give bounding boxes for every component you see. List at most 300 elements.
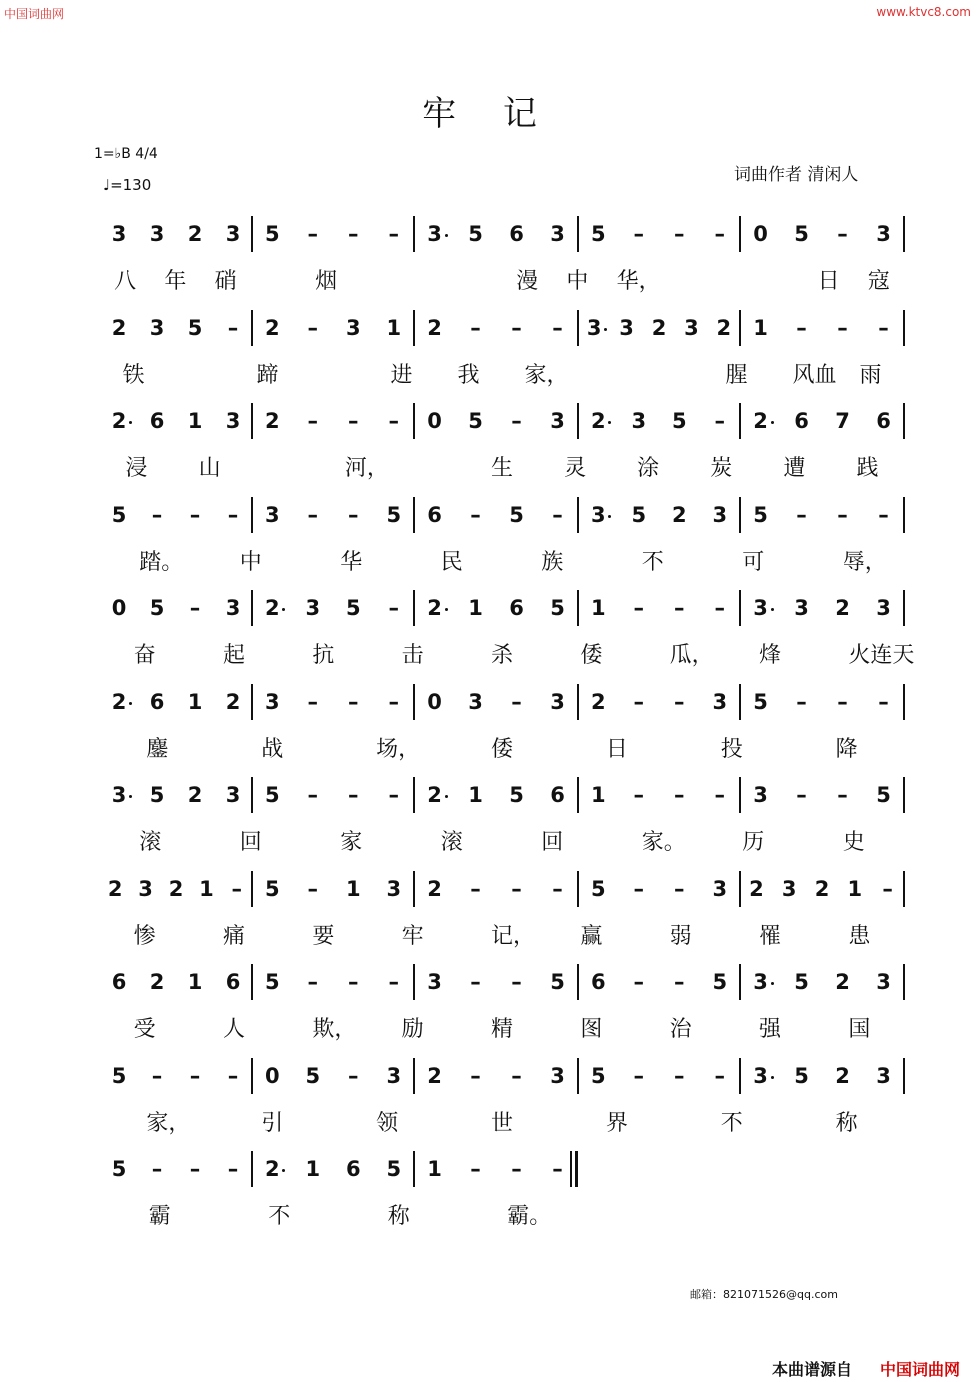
note: – — [470, 876, 481, 901]
note: – — [307, 222, 318, 246]
lyric: 铁 — [122, 362, 145, 388]
note: 3 — [550, 409, 565, 433]
note: 3 — [684, 315, 699, 340]
note: 6 — [149, 689, 165, 714]
lyric: 不 — [641, 549, 664, 575]
note: 0 — [753, 222, 768, 246]
augmentation-dot — [445, 234, 448, 237]
note: 3 — [138, 876, 153, 901]
lyric: 家， — [146, 1110, 191, 1136]
note: 6 — [111, 970, 127, 994]
barline — [577, 310, 579, 346]
lyric: 华 — [340, 549, 363, 575]
note: – — [307, 970, 318, 994]
note: 1 — [386, 315, 402, 340]
lyric: 投 — [720, 736, 743, 762]
note: – — [227, 315, 239, 340]
note: – — [189, 596, 201, 620]
note: 0 — [427, 689, 442, 714]
note: 3 — [149, 222, 165, 246]
note: – — [674, 783, 685, 807]
lyric: 称 — [835, 1110, 858, 1136]
lyric: 炭 — [710, 456, 733, 481]
note: 3 — [712, 689, 728, 714]
note: 5 — [468, 222, 483, 246]
note: 2 — [427, 876, 442, 901]
lyric: 战 — [261, 736, 284, 762]
lyric: 不 — [268, 1204, 291, 1229]
lyric: 记， — [491, 923, 536, 949]
barline — [251, 684, 253, 720]
note: – — [348, 222, 359, 246]
note: – — [633, 222, 644, 246]
note: – — [151, 502, 163, 527]
note: – — [882, 876, 893, 901]
note: 2 — [753, 409, 768, 433]
augmentation-dot — [129, 421, 132, 424]
note: – — [714, 222, 725, 246]
note: 3 — [876, 970, 891, 994]
lyric: 要 — [312, 923, 335, 949]
note: 2 — [427, 783, 442, 807]
note: – — [796, 783, 807, 807]
lyric: 不 — [720, 1110, 743, 1136]
barline — [903, 684, 905, 720]
note: 3 — [794, 596, 809, 620]
note: – — [714, 1063, 725, 1088]
note: 3 — [149, 315, 165, 340]
lyric: 罹 — [759, 923, 782, 949]
lyric: 瓜， — [669, 643, 714, 668]
barline — [739, 497, 741, 533]
barline — [413, 590, 415, 626]
lyric: 称 — [387, 1204, 410, 1229]
note: 6 — [876, 409, 891, 433]
note: 5 — [264, 783, 280, 807]
lyric: 场， — [376, 736, 421, 762]
note: – — [511, 876, 522, 901]
note: 5 — [712, 970, 728, 994]
note: 7 — [835, 409, 850, 433]
barline — [903, 777, 905, 813]
lyric: 霸。 — [507, 1204, 552, 1229]
note: – — [388, 970, 399, 994]
lyric: 硝 — [214, 269, 237, 294]
note: 3 — [876, 1063, 891, 1088]
note: – — [470, 502, 481, 527]
note: – — [470, 315, 481, 340]
watermark-left: 中国词曲网 — [4, 7, 65, 21]
note: 2 — [187, 783, 203, 807]
note: 2 — [111, 315, 127, 340]
note: – — [552, 1157, 563, 1181]
barline — [413, 964, 415, 1000]
note: 3 — [427, 222, 442, 246]
barline — [251, 1058, 253, 1094]
lyric: 惨 — [133, 923, 156, 949]
note: – — [511, 1063, 522, 1088]
lyric: 回 — [239, 830, 262, 855]
lyric: 辱， — [842, 549, 887, 575]
note: – — [348, 409, 359, 433]
note: 2 — [168, 876, 184, 901]
note: 1 — [468, 596, 483, 620]
lyric: 风血 — [792, 362, 837, 388]
note: 2 — [149, 970, 165, 994]
lyric: 滚 — [139, 830, 162, 855]
lyric: 浸 — [125, 456, 148, 481]
note: – — [837, 222, 848, 246]
note: 5 — [794, 970, 809, 994]
barline — [739, 1058, 741, 1094]
note: 3 — [712, 502, 728, 527]
note: – — [796, 315, 807, 340]
note: 2 — [835, 970, 850, 994]
lyric: 我 — [457, 362, 480, 388]
note: 1 — [468, 783, 483, 807]
note: – — [674, 876, 685, 901]
note: 5 — [264, 970, 280, 994]
augmentation-dot — [129, 702, 132, 705]
lyric: 山 — [198, 456, 221, 481]
note: – — [633, 970, 644, 994]
note: – — [189, 1063, 201, 1088]
note: 1 — [305, 1157, 321, 1181]
note: – — [878, 689, 889, 714]
augmentation-dot — [608, 421, 611, 424]
lyric: 杀 — [491, 643, 514, 668]
barline — [251, 590, 253, 626]
note: – — [511, 315, 522, 340]
barline — [413, 777, 415, 813]
note: 3 — [550, 222, 565, 246]
lyric: 引 — [261, 1110, 284, 1136]
note: 5 — [345, 596, 361, 620]
note: 5 — [876, 783, 891, 807]
lyric: 民 — [440, 549, 463, 575]
note: 5 — [386, 502, 402, 527]
lyric: 寇 — [867, 269, 890, 294]
lyric: 日 — [605, 736, 628, 762]
note: – — [470, 970, 481, 994]
lyric: 雨 — [859, 362, 882, 388]
note: 6 — [225, 970, 241, 994]
lyric: 家。 — [641, 830, 686, 855]
note: 5 — [509, 502, 524, 527]
note: 2 — [835, 1063, 850, 1088]
note: – — [674, 596, 685, 620]
note: 3 — [305, 596, 321, 620]
note: 2 — [716, 315, 732, 340]
lyric: 痛 — [223, 923, 246, 949]
lyric: 中 — [239, 549, 262, 575]
note: – — [633, 783, 644, 807]
note: – — [511, 409, 522, 433]
note: 6 — [427, 502, 442, 527]
note: 1 — [427, 1157, 442, 1181]
note: – — [227, 502, 239, 527]
augmentation-dot — [282, 1169, 285, 1172]
note: 2 — [814, 876, 830, 901]
note: 2 — [590, 689, 606, 714]
note: 5 — [794, 222, 809, 246]
note: 2 — [187, 222, 203, 246]
note: 3 — [386, 876, 402, 901]
barline — [739, 964, 741, 1000]
watermark-right: www.ktvc8.com — [876, 5, 971, 19]
note: 6 — [509, 596, 524, 620]
note: – — [470, 1157, 481, 1181]
note: – — [714, 596, 725, 620]
lyric: 励 — [401, 1017, 424, 1042]
augmentation-dot — [771, 1076, 774, 1079]
note: 3 — [876, 222, 891, 246]
note: 5 — [305, 1063, 321, 1088]
barline — [903, 871, 905, 907]
barline — [251, 1151, 253, 1187]
note: 0 — [427, 409, 442, 433]
lyric: 历 — [742, 830, 765, 855]
barline — [413, 684, 415, 720]
lyric: 烟 — [315, 269, 338, 294]
lyric: 强 — [759, 1017, 782, 1042]
note: – — [796, 502, 807, 527]
note: 5 — [671, 409, 687, 433]
note: 5 — [111, 1157, 127, 1181]
note: – — [348, 783, 359, 807]
note: – — [511, 970, 522, 994]
note: – — [388, 783, 399, 807]
note: 5 — [111, 1063, 127, 1088]
note: 3 — [427, 970, 442, 994]
lyric: 人 — [223, 1017, 246, 1042]
note: – — [878, 315, 889, 340]
note: 5 — [386, 1157, 402, 1181]
note: 3 — [345, 315, 361, 340]
augmentation-dot — [771, 421, 774, 424]
augmentation-dot — [771, 608, 774, 611]
note: 3 — [590, 502, 606, 527]
note: 3 — [753, 1063, 768, 1088]
lyric: 史 — [842, 830, 865, 855]
note: – — [189, 502, 201, 527]
lyric: 滚 — [440, 830, 463, 855]
note: – — [307, 689, 318, 714]
note: 1 — [847, 876, 863, 901]
lyric: 起 — [223, 643, 246, 668]
note: – — [189, 1157, 201, 1181]
note: 3 — [225, 783, 241, 807]
note: – — [388, 409, 399, 433]
barline — [577, 1058, 579, 1094]
note: 0 — [264, 1063, 280, 1088]
barline — [413, 1058, 415, 1094]
lyric: 界 — [605, 1110, 628, 1136]
barline — [903, 497, 905, 533]
note: 5 — [264, 222, 280, 246]
note: – — [633, 596, 644, 620]
note: 2 — [225, 689, 241, 714]
barline — [903, 590, 905, 626]
lyric: 家， — [524, 362, 569, 388]
note: – — [511, 689, 522, 714]
barline — [577, 403, 579, 439]
augmentation-dot — [282, 608, 285, 611]
lyric: 火连天 — [848, 643, 915, 668]
note: 1 — [753, 315, 768, 340]
note: 5 — [149, 596, 165, 620]
note: – — [837, 689, 848, 714]
final-barline-thick — [575, 1151, 578, 1187]
note: – — [837, 315, 848, 340]
note: 2 — [427, 596, 442, 620]
author-credit: 词曲作者 清闲人 — [734, 165, 859, 185]
note: 5 — [264, 876, 280, 901]
note: 3 — [225, 222, 241, 246]
lyric: 牢 — [401, 923, 424, 949]
note: – — [714, 409, 725, 433]
lyric: 家 — [340, 830, 363, 855]
lyric: 赢 — [580, 923, 603, 949]
note: 6 — [149, 409, 165, 433]
note: – — [674, 970, 685, 994]
note: 2 — [264, 315, 280, 340]
barline — [251, 777, 253, 813]
note: 5 — [187, 315, 203, 340]
note: 6 — [590, 970, 606, 994]
barline — [413, 497, 415, 533]
note: 1 — [199, 876, 214, 901]
lyric: 践 — [856, 456, 879, 481]
barline — [903, 216, 905, 252]
barline — [577, 684, 579, 720]
note: 3 — [386, 1063, 402, 1088]
note: 3 — [876, 596, 891, 620]
note: 2 — [264, 596, 280, 620]
barline — [739, 216, 741, 252]
note: – — [348, 502, 359, 527]
tempo-mark: ♩=130 — [103, 176, 152, 194]
note: – — [151, 1157, 163, 1181]
note: 1 — [345, 876, 361, 901]
note: 2 — [264, 1157, 280, 1181]
lyric: 领 — [376, 1110, 399, 1136]
note: 3 — [264, 689, 280, 714]
augmentation-dot — [445, 608, 448, 611]
augmentation-dot — [608, 515, 611, 518]
lyric: 霸 — [148, 1204, 171, 1229]
lyric: 日 — [817, 269, 840, 294]
note: 2 — [651, 315, 667, 340]
note: – — [348, 970, 359, 994]
note: 6 — [550, 783, 565, 807]
lyric: 进 — [390, 362, 413, 388]
note: – — [470, 1063, 481, 1088]
note: – — [796, 689, 807, 714]
lyric: 降 — [835, 736, 858, 762]
note: 3 — [225, 409, 241, 433]
note: – — [674, 1063, 685, 1088]
note: 2 — [111, 409, 127, 433]
barline — [739, 403, 741, 439]
note: 2 — [427, 315, 442, 340]
barline — [903, 310, 905, 346]
note: 5 — [590, 222, 606, 246]
email-contact: 邮箱：821071526@qq.com — [690, 1288, 838, 1301]
barline — [739, 871, 741, 907]
note: 5 — [753, 689, 768, 714]
note: – — [307, 783, 318, 807]
note: 3 — [264, 502, 280, 527]
note: 3 — [111, 783, 127, 807]
note: – — [633, 876, 644, 901]
note: 3 — [781, 876, 797, 901]
lyric: 族 — [541, 549, 564, 575]
lyric: 精 — [491, 1017, 514, 1042]
barline — [739, 310, 741, 346]
lyric: 回 — [541, 830, 564, 855]
barline — [903, 403, 905, 439]
note: 6 — [794, 409, 809, 433]
lyric: 受 — [133, 1017, 156, 1042]
note: – — [552, 502, 563, 527]
lyric: 年 — [164, 269, 187, 294]
note: 3 — [111, 222, 127, 246]
note: 5 — [550, 596, 565, 620]
barline — [413, 1151, 415, 1187]
footer-source-label: 本曲谱源自 — [772, 1360, 853, 1379]
note: 3 — [468, 689, 483, 714]
note: 5 — [794, 1063, 809, 1088]
note: 1 — [590, 783, 606, 807]
note: – — [837, 783, 848, 807]
note: 2 — [427, 1063, 442, 1088]
lyric: 河， — [344, 456, 389, 481]
note: 3 — [619, 315, 634, 340]
note: 3 — [586, 315, 602, 340]
lyric: 国 — [848, 1017, 871, 1042]
note: 5 — [111, 502, 127, 527]
lyric: 蹄 — [256, 362, 279, 388]
lyric: 涂 — [637, 456, 660, 481]
lyric: 八 — [114, 269, 137, 294]
lyric: 烽 — [759, 643, 782, 668]
note: 5 — [550, 970, 565, 994]
note: 1 — [590, 596, 606, 620]
lyric: 图 — [580, 1017, 603, 1042]
note: 2 — [835, 596, 850, 620]
note: 5 — [149, 783, 165, 807]
lyric: 欺， — [312, 1017, 357, 1042]
lyric: 可 — [742, 549, 765, 575]
lyric: 抗 — [312, 643, 335, 668]
barline — [739, 777, 741, 813]
final-barline-thin — [570, 1151, 572, 1187]
note: – — [552, 876, 563, 901]
note: – — [633, 1063, 644, 1088]
note: 3 — [753, 783, 768, 807]
page-title: 牢 记 — [422, 94, 555, 134]
lyric: 中 — [566, 269, 589, 294]
lyric: 生 — [491, 456, 514, 481]
lyric: 倭 — [580, 643, 603, 668]
note: 6 — [509, 222, 524, 246]
note: – — [388, 222, 399, 246]
lyric: 击 — [401, 643, 424, 668]
note: 2 — [671, 502, 687, 527]
note: 3 — [550, 1063, 565, 1088]
barline — [413, 871, 415, 907]
